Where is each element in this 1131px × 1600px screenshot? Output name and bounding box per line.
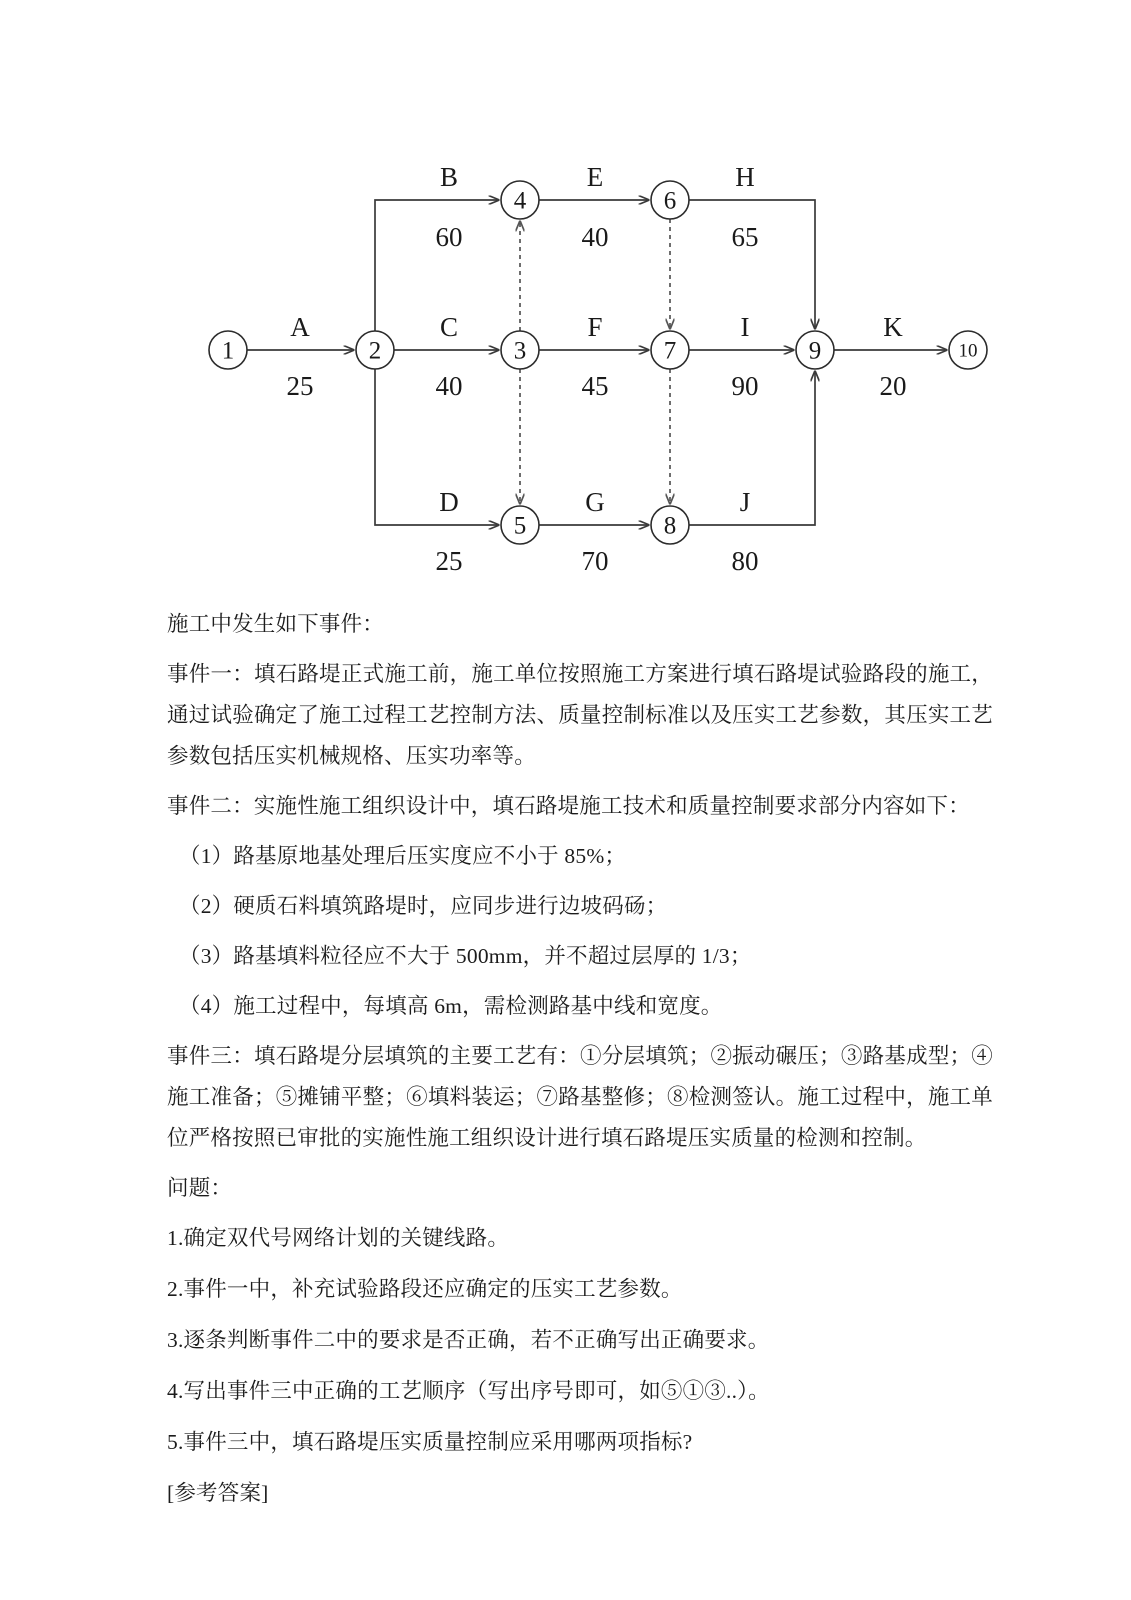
activity-label-B: B <box>439 162 459 192</box>
question-5: 5.事件三中，填石路堤压实质量控制应采用哪两项指标? <box>167 1430 693 1454</box>
node-7 <box>651 331 689 369</box>
node-7-label: 7 <box>663 337 677 365</box>
activity-duration-H: 65 <box>731 222 759 252</box>
activity-label-G: G <box>585 487 605 517</box>
activity-duration-E: 40 <box>581 222 609 252</box>
event-two-paragraph: 事件二：实施性施工组织设计中，填石路堤施工技术和质量控制要求部分内容如下： <box>167 794 970 818</box>
question-1: 1.确定双代号网络计划的关键线路。 <box>167 1226 510 1250</box>
node-4-label: 4 <box>513 187 527 215</box>
node-10 <box>949 331 987 369</box>
activity-duration-F: 45 <box>581 371 609 401</box>
network-diagram-svg <box>167 130 1027 590</box>
activity-duration-B: 60 <box>435 222 463 252</box>
node-5-label: 5 <box>513 512 527 540</box>
activity-duration-J: 80 <box>731 546 759 576</box>
document-body <box>167 604 993 1523</box>
node-9 <box>796 331 834 369</box>
intro-paragraph: 施工中发生如下事件： <box>167 612 385 636</box>
activity-label-D: D <box>439 487 459 517</box>
node-3-label: 3 <box>513 337 527 365</box>
activity-label-E: E <box>586 162 604 192</box>
activity-duration-C: 40 <box>435 371 463 401</box>
node-8-label: 8 <box>663 512 677 540</box>
activity-duration-A: 25 <box>286 371 314 401</box>
activity-label-F: F <box>587 312 603 342</box>
activity-duration-D: 25 <box>435 546 463 576</box>
event-two-item-3: （3）路基填料粒径应不大于 500mm，并不超过层厚的 1/3； <box>179 944 752 968</box>
node-6-label: 6 <box>663 187 677 215</box>
node-9-label: 9 <box>808 337 822 365</box>
questions-heading: 问题： <box>167 1176 233 1200</box>
activity-duration-G: 70 <box>581 546 609 576</box>
activity-duration-I: 90 <box>731 371 759 401</box>
node-4 <box>501 181 539 219</box>
activity-label-A: A <box>290 312 310 342</box>
event-two-item-2: （2）硬质石料填筑路堤时，应同步进行边坡码砀； <box>179 894 668 918</box>
activity-label-J: J <box>739 487 751 517</box>
node-3 <box>501 331 539 369</box>
question-3: 3.逐条判断事件二中的要求是否正确，若不正确写出正确要求。 <box>167 1328 770 1352</box>
activity-label-K: K <box>883 312 903 342</box>
node-1-label: 1 <box>221 337 235 365</box>
activity-label-C: C <box>439 312 459 342</box>
edge-H <box>689 200 815 329</box>
node-10-label: 10 <box>958 340 978 362</box>
node-1 <box>209 331 247 369</box>
network-diagram <box>167 130 1027 590</box>
event-one-paragraph: 事件一：填石路堤正式施工前，施工单位按照施工方案进行填石路堤试验路段的施工，通过试验确定了施工过程工艺控制方法、质量控制标准以及压实工艺参数，其压实工艺参数包括压实机械规格、压实功率等。 <box>167 662 993 768</box>
question-4: 4.写出事件三中正确的工艺顺序（写出序号即可，如⑤①③..）。 <box>167 1379 770 1403</box>
node-2-label: 2 <box>368 337 382 365</box>
node-8 <box>651 506 689 544</box>
question-2: 2.事件一中，补充试验路段还应确定的压实工艺参数。 <box>167 1277 683 1301</box>
edge-B <box>375 200 499 331</box>
reference-answer-marker: [参考答案] <box>167 1481 269 1505</box>
node-6 <box>651 181 689 219</box>
activity-duration-K: 20 <box>879 371 907 401</box>
event-two-item-1: （1）路基原地基处理后压实度应不小于 85%； <box>179 844 627 868</box>
event-two-item-4: （4）施工过程中，每填高 6m，需检测路基中线和宽度。 <box>179 994 723 1018</box>
node-5 <box>501 506 539 544</box>
activity-label-H: H <box>735 162 755 192</box>
event-three-paragraph: 事件三：填石路堤分层填筑的主要工艺有：①分层填筑；②振动碾压；③路基成型；④施工准备；⑤摊铺平整；⑥填料装运；⑦路基整修；⑧检测签认。施工过程中，施工单位严格按照已审批的实施性施工组织设计进行填石路堤压实质量的检测和控制。 <box>167 1044 993 1150</box>
node-2 <box>356 331 394 369</box>
activity-label-I: I <box>740 312 750 342</box>
